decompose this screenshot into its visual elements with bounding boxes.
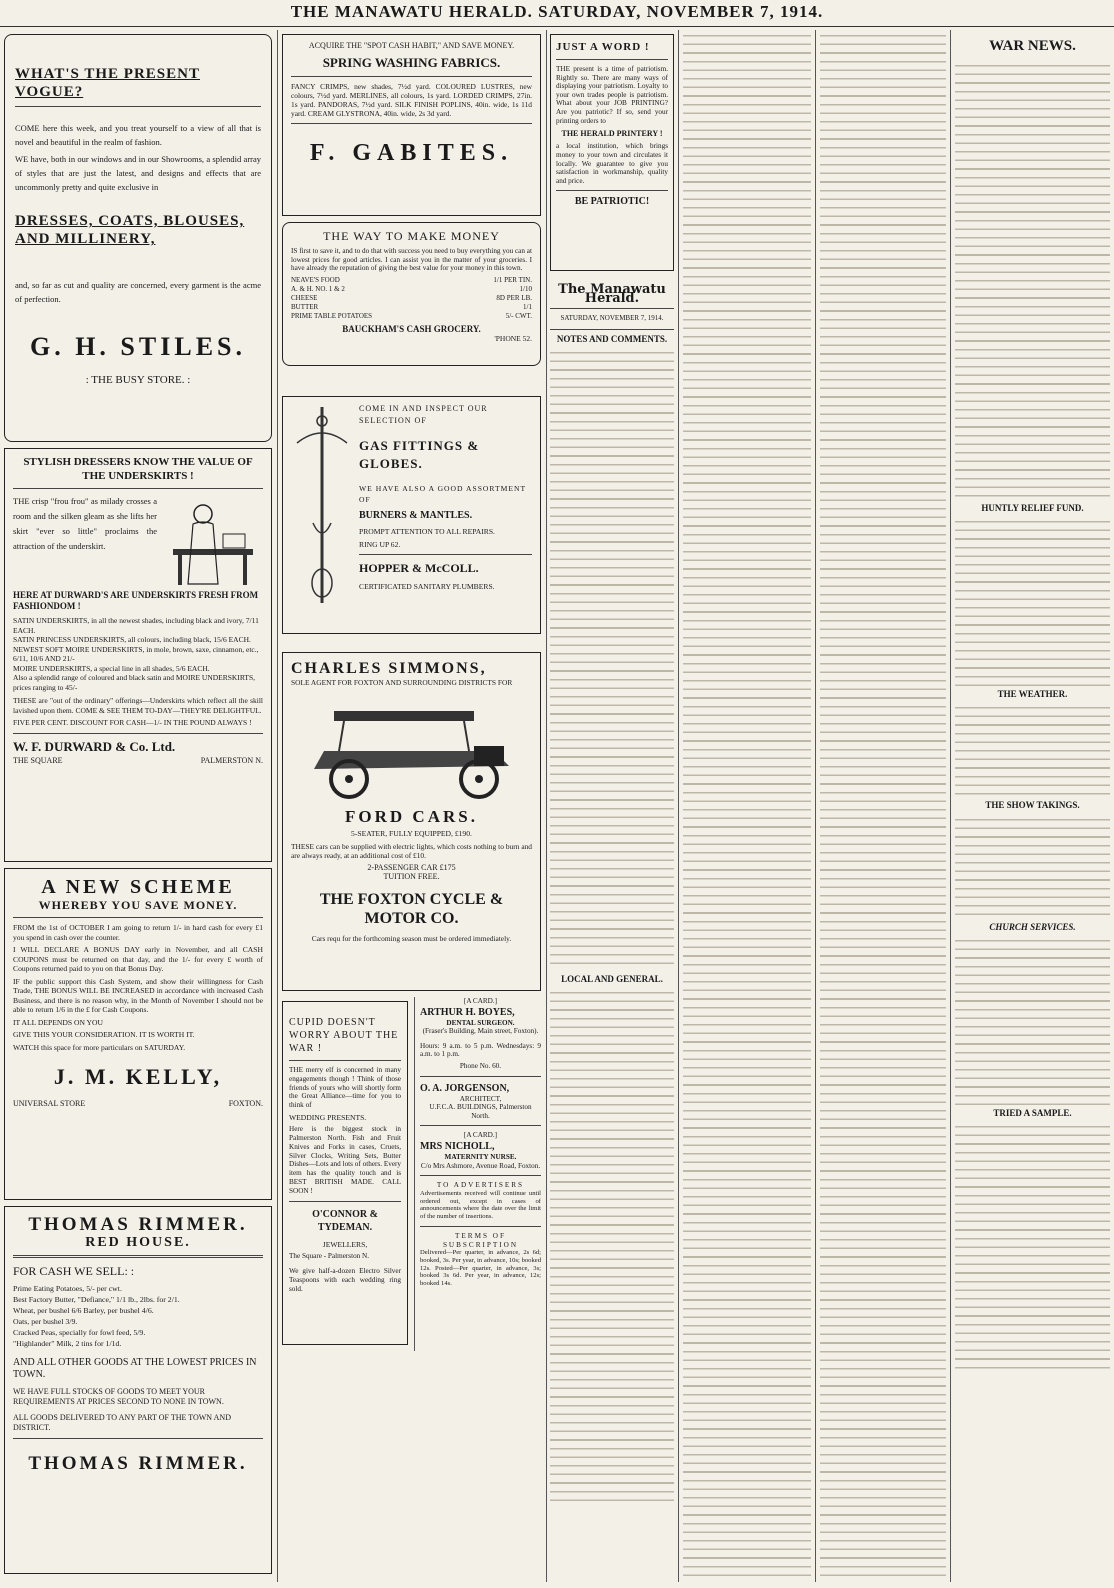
hopper-ring: RING UP 62. — [359, 540, 401, 549]
just-a-word-tail: a local institution, which brings money to your town and circulates it locally. We guarantee to give you satisfaction in workmanship, quality and price. — [556, 142, 668, 185]
tydeman-stock: Here is the biggest stock in Palmerston North. Fish and Fruit Knives and Forks in cases, Cruets, Silver Clocks, Writing Sets, Butter Dishes—Lots and lots of others. Every item has the quality touch and is BEST BRITISH MADE. CALL SOON ! — [289, 1125, 401, 1195]
bauckham-advert — [282, 222, 541, 366]
hopper-burners: BURNERS & MANTLES. — [359, 510, 473, 521]
durward-intro: THE crisp "frou frou" as milady crosses a room and the silken gleam as she lifts her skirt "ever so little" proclaims the attraction of the underskirt. — [13, 496, 157, 551]
gabites-advert — [282, 34, 541, 216]
column-3 — [550, 30, 674, 1582]
just-a-word-body: THE present is a time of patriotism. Rightly so. There are many ways of displaying your patriotism. Loyalty to your own trades people is patriotism. What about your JOB PRINTING? Are you patriotic? If so, send your printing orders to — [556, 65, 668, 125]
nicholl-addr: C/o Mrs Ashmore, Avenue Road, Foxton. — [420, 1161, 541, 1170]
gabites-name: F. GABITES. — [309, 140, 514, 166]
boyes-title: DENTAL SURGEON. — [446, 1018, 515, 1027]
rimmer-name: THOMAS RIMMER. — [28, 1453, 248, 1474]
weather-body-text — [955, 702, 1110, 797]
rimmer-item: Prime Eating Potatoes, 5/- per cwt. — [13, 1284, 122, 1293]
simmons-advert — [282, 652, 541, 991]
kelly-p4: IT ALL DEPENDS ON YOU — [13, 1017, 103, 1027]
rimmer-item: Cracked Peas, specially for fowl feed, 5/9. — [13, 1328, 146, 1337]
kelly-p2: I WILL DECLARE A BONUS DAY early in November, and all CASH COUPONS must be returned on that day, and the 1/- for every £ worth of Coupons returned paid to you on that Bonus Day. — [13, 945, 263, 973]
stiles-name: G. H. STILES. — [29, 332, 246, 361]
tydeman-give: We give half-a-dozen Electro Silver Teaspoons with each wedding ring sold. — [289, 1266, 401, 1293]
durward-title: STYLISH DRESSERS KNOW THE VALUE OF THE UNDERSKIRTS ! — [23, 456, 253, 482]
column-5-body-text — [820, 30, 946, 1578]
local-body-text — [550, 987, 674, 1507]
rimmer-all: AND ALL OTHER GOODS AT THE LOWEST PRICES IN TOWN. — [13, 1357, 257, 1380]
notes-heading: NOTES AND COMMENTS. — [556, 333, 668, 344]
simmons-name: THE FOXTON CYCLE & MOTOR CO. — [319, 890, 504, 927]
simmons-seater: 5-SEATER, FULLY EQUIPPED, £190. — [351, 829, 472, 838]
column-4 — [683, 30, 811, 1582]
herald-flag: The Manawatu Herald. — [558, 282, 666, 307]
bauckham-title: THE WAY TO MAKE MONEY — [323, 229, 500, 243]
stiles-title: WHAT'S THE PRESENT VOGUE? — [15, 66, 200, 100]
tydeman-body: THE merry elf is concerned in many engagements though ! Think of those friends of yours who will shortly form the Great Alliance—time for you to think of — [289, 1066, 401, 1110]
simmons-cars: Cars requ for the forthcoming season must be ordered immediately. — [311, 933, 512, 943]
huntly-body-text — [955, 516, 1110, 686]
simmons-body: THESE cars can be supplied with electric lights, which costs nothing to burn and are always ready, at an additional cost of £10. — [291, 842, 532, 861]
local-heading: LOCAL AND GENERAL. — [561, 973, 663, 984]
tydeman-advert — [282, 1001, 408, 1345]
bauckham-phone: 'PHONE 52. — [494, 333, 532, 343]
price-value: 1/10 — [519, 284, 532, 293]
durward-discount: FIVE PER CENT. DISCOUNT FOR CASH—1/- IN THE POUND ALWAYS ! — [13, 718, 252, 727]
column-6 — [955, 30, 1110, 1582]
bauckham-name: BAUCKHAM'S CASH GROCERY. — [342, 323, 481, 334]
subscription-body: Delivered—Per quarter, in advance, 2s 6d; booked, 3s. Per year, in advance, 10s; booked 12s. Posted—Per quarter, in advance, 3s; booked 3s 6d. Per year, in advance, 12s; booked 14s. — [420, 1249, 541, 1288]
gas-lamp-illustration — [291, 403, 353, 613]
war-news-heading: WAR NEWS. — [989, 38, 1076, 54]
herald-printery: THE HERALD PRINTERY ! — [561, 129, 663, 139]
hopper-name: HOPPER & McCOLL. — [359, 561, 479, 576]
column-5 — [820, 30, 946, 1582]
newspaper-masthead: THE MANAWATU HERALD. SATURDAY, NOVEMBER 7, 1914. — [0, 0, 1114, 27]
kelly-name: J. M. KELLY, — [53, 1064, 223, 1089]
tydeman-name: O'CONNOR & TYDEMAN. — [312, 1208, 378, 1233]
column-1 — [4, 30, 272, 1582]
subscription-title: TERMS OF SUBSCRIPTION — [442, 1231, 519, 1249]
hopper-advert — [282, 396, 541, 634]
lady-at-desk-illustration — [163, 494, 263, 586]
price-item: NEAVE'S FOOD — [291, 275, 340, 284]
rimmer-item: "Highlander" Milk, 2 tins for 1/1d. — [13, 1339, 122, 1348]
price-value: 1/1 — [523, 302, 532, 311]
boyes-addr: (Fraser's Building, Main street, Foxton). — [422, 1027, 539, 1036]
kelly-sub: WHEREBY YOU SAVE MONEY. — [38, 898, 238, 912]
show-takings-body-text — [955, 814, 1110, 919]
tried-sample-body-text — [955, 1121, 1110, 1371]
durward-addr-left: THE SQUARE — [13, 755, 63, 765]
price-value: 8D PER LB. — [496, 293, 532, 302]
column-2 — [282, 30, 541, 1582]
rimmer-item: Best Factory Butter, "Defiance," 1/1 lb., 2lbs. for 2/1. — [13, 1295, 180, 1304]
kelly-advert — [4, 868, 272, 1200]
rimmer-item: Wheat, per bushel 6/6 Barley, per bushel 4/6. — [13, 1306, 154, 1315]
weather-heading: THE WEATHER. — [997, 689, 1068, 700]
kelly-p5: GIVE THIS YOUR CONSIDERATION. IT IS WORTH IT. — [13, 1030, 195, 1039]
notes-body-text — [550, 347, 674, 967]
just-a-word-title: JUST A WORD ! — [556, 41, 650, 53]
boyes-hours: Hours: 9 a.m. to 5 p.m. Wednesdays: 9 a.m. to 1 p.m. — [420, 1041, 541, 1059]
durward-name: W. F. DURWARD & Co. Ltd. — [13, 738, 176, 754]
tried-sample-heading: TRIED A SAMPLE. — [993, 1107, 1072, 1118]
durward-item: SATIN UNDERSKIRTS, in all the newest shades, including black and ivory, 7/11 EACH. — [13, 616, 259, 635]
boyes-name: ARTHUR H. BOYES, — [420, 1006, 515, 1018]
huntly-heading: HUNTLY RELIEF FUND. — [981, 503, 1084, 513]
kelly-title: A NEW SCHEME — [41, 876, 235, 898]
rimmer-delivered: ALL GOODS DELIVERED TO ANY PART OF THE TOWN AND DISTRICT. — [13, 1413, 231, 1432]
church-heading: CHURCH SERVICES. — [989, 921, 1076, 932]
nicholl-title: MATERNITY NURSE. — [444, 1152, 517, 1161]
simmons-sub: SOLE AGENT FOR FOXTON AND SURROUNDING DISTRICTS FOR — [291, 678, 513, 687]
tydeman-jewellers: JEWELLERS, — [322, 1239, 368, 1249]
tydeman-addr: The Square - Palmerston N. — [289, 1251, 370, 1260]
rimmer-cash: FOR CASH WE SELL: : — [13, 1264, 135, 1278]
advertisers-body: Advertisements received will continue until ordered out, except in cases of announcements where the date over the limit of the number of insertions. — [420, 1189, 541, 1221]
stiles-body: WE have, both in our windows and in our Showrooms, a splendid array of styles that are just the latest, and designs and effects that are uncommonly pretty and quite exclusive in — [15, 154, 261, 192]
church-body-text — [955, 935, 1110, 1105]
show-takings-heading: THE SHOW TAKINGS. — [985, 800, 1080, 811]
boyes-card: [A CARD.] — [463, 997, 498, 1005]
rimmer-item: Oats, per bushel 3/9. — [13, 1317, 78, 1326]
rimmer-title: THOMAS RIMMER. — [28, 1214, 248, 1235]
stiles-intro: COME here this week, and you treat yourself to a view of all that is novel and beautiful in the realm of fashion. — [15, 123, 261, 147]
durward-advert — [4, 448, 272, 862]
kelly-addr-right: FOXTON. — [228, 1099, 263, 1108]
hopper-sub: CERTIFICATED SANITARY PLUMBERS. — [359, 582, 495, 592]
kelly-p3: IF the public support this Cash System, and show their willingness for Cash Trade, THE BONUS WILL BE INCREASED in accordance with increased Cash Business, and there is no reason why, in the Month of November I should not be able to return 1/6 in the £ for Cash Coupons. — [13, 976, 263, 1014]
tydeman-title: CUPID DOESN'T WORRY ABOUT THE WAR ! — [289, 1017, 399, 1054]
durward-item: SATIN PRINCESS UNDERSKIRTS, all colours, including black, 15/6 EACH. — [13, 635, 251, 644]
boyes-phone: Phone No. 60. — [459, 1061, 502, 1070]
gabites-title: SPRING WASHING FABRICS. — [322, 55, 501, 70]
kelly-p6: WATCH this space for more particulars on SATURDAY. — [13, 1042, 186, 1052]
rimmer-stocks: WE HAVE FULL STOCKS OF GOODS TO MEET YOUR REQUIREMENTS AT PRICES SECOND TO NONE IN TOWN. — [13, 1387, 224, 1406]
herald-printery-advert — [550, 34, 674, 271]
jorgenson-addr: U.F.C.A. BUILDINGS, Palmerston North. — [429, 1103, 532, 1120]
hopper-prompt: PROMPT ATTENTION TO ALL REPAIRS. — [359, 527, 495, 536]
simmons-ford: FORD CARS. — [345, 807, 478, 826]
dateline: SATURDAY, NOVEMBER 7, 1914. — [560, 314, 664, 323]
gabites-body: FANCY CRIMPS, new shades, 7½d yard. COLOURED LUSTRES, new colours, 7½d yard. MERLINES, all colours, 1s yard. LORDED CRIMPS, 27in. 1s yard. PANDORAS, 7½d yard. SILK FINISH POPLINS, 40in. wide, 1s 11d yard. CREAM GLYSTRONA, 40in. wide, 2s 3d yard. — [291, 82, 532, 118]
stiles-tail: and, so far as cut and quality are concerned, every garment is the acme of perfection. — [15, 280, 261, 304]
price-value: 5/- CWT. — [505, 311, 532, 320]
simmons-tuition: TUITION FREE. — [383, 872, 440, 882]
jorgenson-name: O. A. JORGENSON, — [420, 1082, 510, 1094]
nicholl-name: MRS NICHOLL, — [420, 1140, 495, 1152]
nicholl-card: [A CARD.] — [463, 1131, 498, 1140]
price-item: CHEESE — [291, 293, 318, 302]
kelly-addr-left: UNIVERSAL STORE — [13, 1099, 86, 1108]
bauckham-body: IS first to save it, and to do that with success you need to buy everything you can at lowest prices for good articles. I can assist you in the matter of your groceries. I have already the reputation of giving the best value for your money in this town. — [291, 247, 532, 273]
ford-car-illustration — [294, 691, 530, 803]
durward-heading: HERE AT DURWARD'S ARE UNDERSKIRTS FRESH FROM FASHIONDOM ! — [13, 590, 259, 611]
hopper-title: GAS FITTINGS & GLOBES. — [359, 438, 480, 471]
stiles-store: : THE BUSY STORE. : — [85, 374, 191, 386]
rimmer-sub: RED HOUSE. — [85, 1235, 191, 1250]
jorgenson-title: ARCHITECT, — [459, 1094, 502, 1103]
hopper-also: WE HAVE ALSO A GOOD ASSORTMENT OF — [359, 484, 527, 504]
price-item: PRIME TABLE POTATOES — [291, 311, 373, 320]
simmons-title: CHARLES SIMMONS, — [291, 660, 487, 677]
durward-item: MOIRE UNDERSKIRTS, a special line in all shades, 5/6 EACH. — [13, 663, 210, 673]
durward-item: NEWEST SOFT MOIRE UNDERSKIRTS, in mole, brown, saxe, cinnamon, etc., 6/11, 10/6 AND 21/- — [13, 644, 259, 663]
column-4-body-text — [683, 30, 811, 1578]
be-patriotic: BE PATRIOTIC! — [574, 196, 650, 208]
hopper-head: COME IN AND INSPECT OUR SELECTION OF — [359, 404, 488, 425]
durward-addr-right: PALMERSTON N. — [200, 755, 263, 765]
stiles-lines: DRESSES, COATS, BLOUSES, AND MILLINERY, — [15, 213, 245, 247]
simmons-two: 2-PASSENGER CAR £175 — [367, 863, 456, 873]
stiles-advert — [4, 34, 272, 442]
advertisers-title: TO ADVERTISERS — [436, 1181, 525, 1190]
price-item: BUTTER — [291, 302, 319, 311]
gabites-head: ACQUIRE THE "SPOT CASH HABIT," AND SAVE MONEY. — [308, 41, 515, 50]
price-item: A. & H. NO. 1 & 2 — [291, 284, 345, 293]
kelly-p1: FROM the 1st of OCTOBER I am going to return 1/- in hard cash for every £1 you spend in cash over the counter. — [13, 923, 263, 942]
durward-item: Also a splendid range of coloured and black satin and MOIRE UNDERSKIRTS, prices ranging to 45/- — [13, 673, 256, 692]
price-value: 1/1 PER TIN. — [493, 275, 532, 284]
tydeman-wedding: WEDDING PRESENTS. — [289, 1112, 367, 1122]
durward-these: THESE are "out of the ordinary" offerings—Underskirts which reflect all the skill lavished upon them. COME & SEE THEM TO-DAY—THEY'RE DELIGHTFUL. — [13, 696, 263, 715]
rimmer-advert — [4, 1206, 272, 1574]
war-news-body-text — [955, 60, 1110, 500]
